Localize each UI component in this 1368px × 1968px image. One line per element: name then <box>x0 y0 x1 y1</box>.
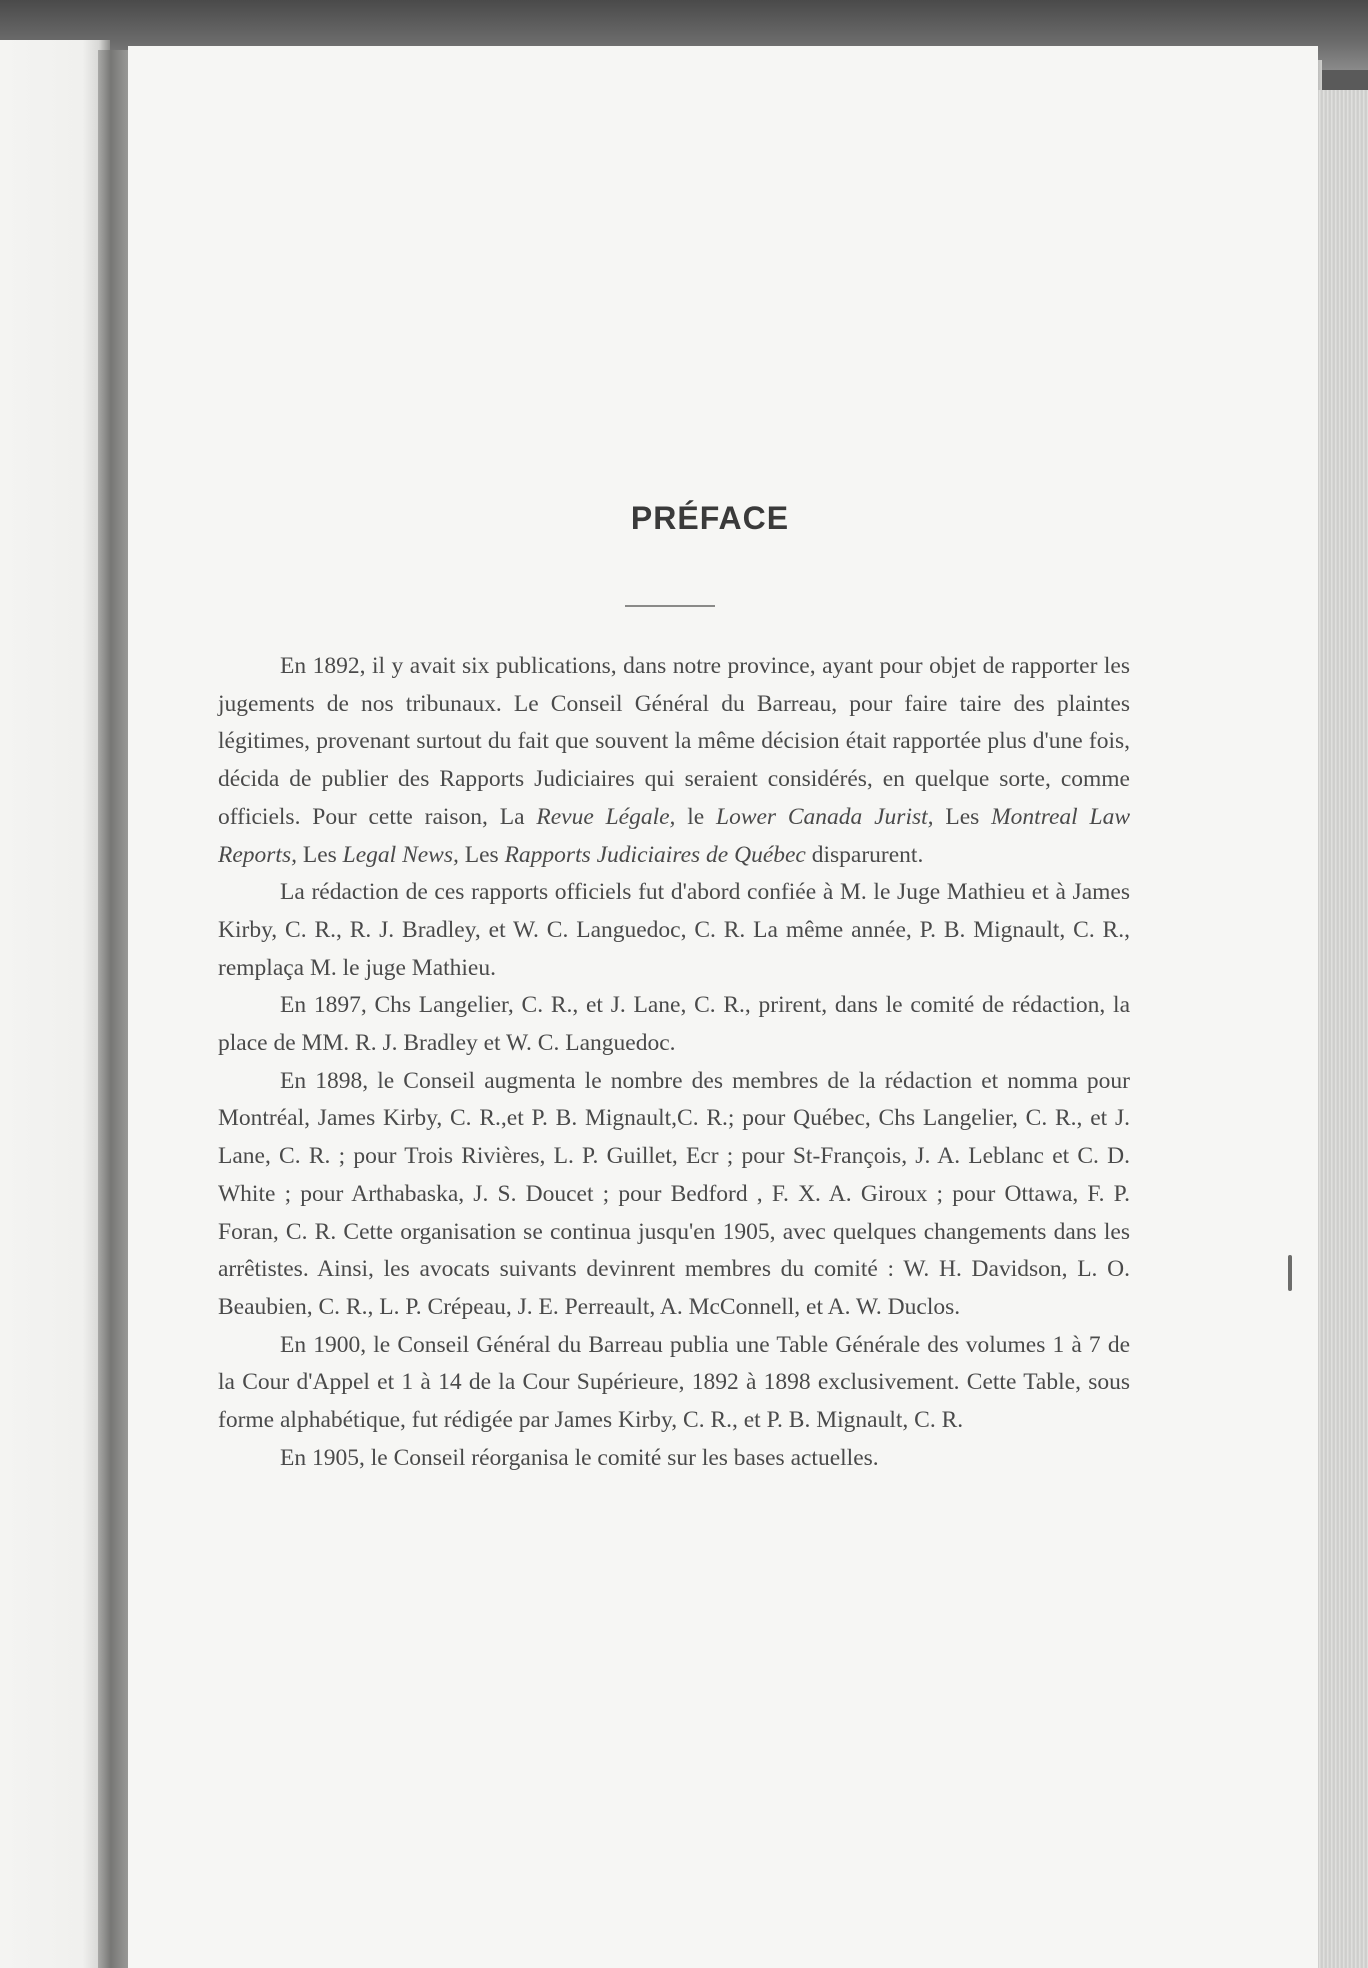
title-rule <box>625 605 715 607</box>
paragraph-4: En 1898, le Conseil augmenta le nombre des membres de la rédaction et nomma pour Montréal, James Kirby, C. R.,et P. B. Mignault,C. R.; pour Québec, Chs Langelier, C. R., et J. Lane, C. R. ; pour Trois Rivières, L. P. Guillet, Ecr ; pour St-François, J. A. Leblanc et C. D. White ; pour Arthabaska, J. S. Doucet ; pour Bedford , F. X. A. Giroux ; pour Ottawa, F. P. Foran, C. R. Cette organisation se continua jusqu'en 1905, avec quelques changements dans les arrêtistes. Ainsi, les avocats suivants devinrent membres du comité : W. H. Davidson, L. O. Beaubien, C. R., L. P. Crépeau, J. E. Perreault, A. McConnell, et A. W. Duclos. <box>218 1067 1130 1320</box>
text-span: le <box>675 803 716 830</box>
facing-page-edge <box>0 40 110 1968</box>
paragraph-6: En 1905, le Conseil réorganisa le comité sur les bases actuelles. <box>280 1444 879 1471</box>
text-span: Les <box>933 803 992 830</box>
journal-title: Lower Canada Jurist, <box>716 803 934 830</box>
text-span: En 1892, il y avait six publications, dans notre province, ayant pour objet de rapporter les jugements de nos tribunaux. Le Conseil Général du Barreau, pour faire taire des plaintes légitimes, provenant surtout du fait que souvent la même décision était rapportée plus d'une fois, décida de publier des Rapports Judiciaires qui seraient considérés, en quelque sorte, comme officiels. Pour cette raison, La <box>218 653 1130 830</box>
paragraph-3: En 1897, Chs Langelier, C. R., et J. Lane, C. R., prirent, dans le comité de rédaction, la place de MM. R. J. Bradley et W. C. Languedoc. <box>218 992 1130 1057</box>
page-title: PRÉFACE <box>630 500 790 536</box>
journal-title: Rapports Judiciaires de Québec <box>504 841 806 868</box>
page-stack-edge <box>1316 90 1368 1968</box>
text-span: Les <box>458 841 505 868</box>
paragraph-1 <box>218 648 1130 874</box>
paragraph-2: La rédaction de ces rapports officiels fut d'abord confiée à M. le Juge Mathieu et à James Kirby, C. R., R. J. Bradley, et W. C. Languedoc, C. R. La même année, P. B. Mignault, C. R., remplaça M. le juge Mathieu. <box>218 879 1130 981</box>
journal-title: Montreal Law Reports, <box>218 803 1130 868</box>
preface-body <box>218 648 1130 1477</box>
page-mark <box>1288 1255 1292 1291</box>
journal-title: Legal News, <box>342 841 459 868</box>
paragraph-5: En 1900, le Conseil Général du Barreau publia une Table Générale des volumes 1 à 7 de la Cour d'Appel et 1 à 14 de la Cour Supérieure, 1892 à 1898 exclusivement. Cette Table, sous forme alphabétique, fut rédigée par James Kirby, C. R., et P. B. Mignault, C. R. <box>218 1331 1130 1434</box>
text-span: Les <box>296 841 343 868</box>
text-span: disparurent. <box>805 841 924 868</box>
book-gutter <box>98 50 130 1968</box>
journal-title: Revue Légale, <box>536 803 676 830</box>
